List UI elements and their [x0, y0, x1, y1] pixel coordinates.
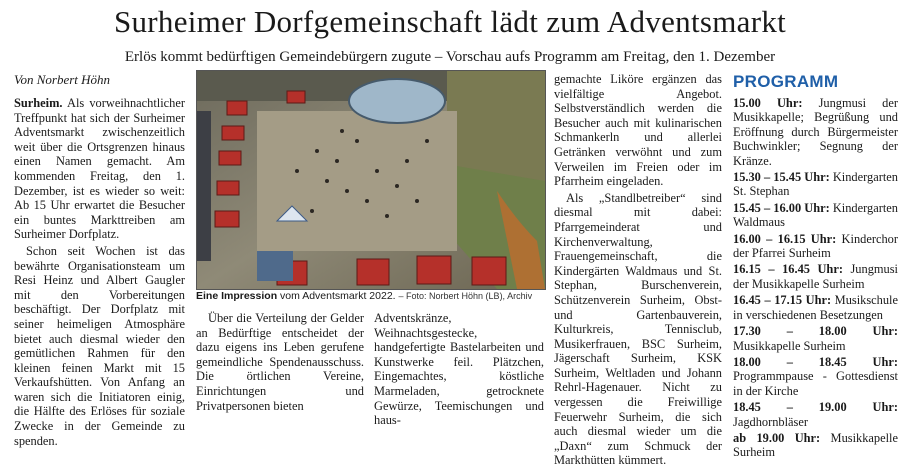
- program-entry: 18.45 – 19.00 Uhr: Jagdhornbläser: [733, 400, 898, 429]
- program-entry: 16.45 – 17.15 Uhr: Musikschule in verschiedenen Besetzungen: [733, 293, 898, 322]
- caption-text: vom Adventsmarkt 2022.: [280, 290, 396, 302]
- aerial-market-photo: [197, 71, 545, 289]
- article-column-4: [554, 72, 722, 468]
- paragraph-6: Als „Standlbetreiber“ sind diesmal mit dabei: Pfarrgemeinderat und Kirchenverwaltung, Frauengemeinschaft, die Kindergärten Waldmaus und St. Stephan, Burschenverein, Schützenverein Surheim, Obst- und Gartenbauverein, Kulturkreis, Tennisclub, Musikerfrauen, BSC Surheim, Jägerschaft Surheim, KSK Surheim, Weltladen und Johann Rehrl-Hagenauer. Nicht zu vergessen die Freiwillige Feuerwehr Surheim, die sich auch diesmal wieder um die „Daxn“ zum Schmuck der Markthütten kümmert.: [554, 190, 722, 468]
- paragraph-2: Schon seit Wochen ist das bewährte Organisationsteam um Resi Heinz und Albert Gaugler mit den Vorbereitungen beschäftigt. Der Dorfplatz mit seiner heimeligen Atmosphäre bietet auch diesmal wieder den gemütlichen Rahmen für den kleinen feinen Markt mit 15 Verkaufshütten. Von Anfang an waren sich die Initiatoren einig, die Hälfte des Erlöses für soziale Zwecke in der Gemeinde zu spenden.: [14, 243, 185, 448]
- program-entry: 16.00 – 16.15 Uhr: Kinderchor der Pfarrei Surheim: [733, 231, 898, 261]
- photo-adventsmarkt: [196, 70, 546, 290]
- photo-caption: [196, 290, 546, 303]
- caption-bold: Eine Impression: [196, 290, 278, 302]
- article-column-1: [14, 96, 185, 448]
- program-entry: 17.30 – 18.00 Uhr: Musikkapelle Surheim: [733, 324, 898, 353]
- headline: Surheimer Dorfgemeinschaft lädt zum Adventsmarkt: [113, 4, 787, 39]
- article-column-3: [374, 311, 544, 428]
- subheadline: Erlös kommt bedürftigen Gemeindebürgern zugute – Vorschau aufs Programm am Freitag, den 1. Dezember: [124, 49, 776, 65]
- paragraph-3: Über die Verteilung der Gelder an Bedürftige entscheidet der dazu eigens ins Leben gerufene gemeindliche Spendenausschuss. Die örtlichen Vereine, Einrichtungen und Privatpersonen bieten: [196, 311, 364, 413]
- program-entry: 15.30 – 15.45 Uhr: Kindergarten St. Stephan: [733, 170, 898, 199]
- program-heading: PROGRAMM: [733, 72, 839, 91]
- program-entry: 15.00 Uhr: Jungmusi der Musikkapelle; Begrüßung und Eröffnung durch Bürgermeister Buchwinkler; Segnung der Kränze.: [733, 96, 898, 168]
- paragraph-5: gemachte Liköre ergänzen das vielfältige Angebot. Selbstverständlich werden die Besucher auch mit kulinarischen Schmankerln und allerlei Getränken verwöhnt und zum Verweilen im Freien oder im Pfarrheim eingeladen.: [554, 72, 722, 189]
- photo-credit: – Foto: Norbert Höhn (LB), Archiv: [398, 291, 533, 301]
- program-entry: 18.00 – 18.45 Uhr: Programmpause - Gottesdienst in der Kirche: [733, 354, 898, 398]
- program-list: [733, 96, 898, 462]
- program-entry: ab 19.00 Uhr: Musikkapelle Surheim: [733, 430, 898, 460]
- program-entry: 15.45 – 16.00 Uhr: Kindergarten Waldmaus: [733, 200, 898, 230]
- program-entry: 16.15 – 16.45 Uhr: Jungmusi der Musikkapelle Surheim: [733, 262, 898, 291]
- dateline: Surheim.: [14, 96, 63, 110]
- article-column-2: [196, 311, 364, 413]
- paragraph-4: Adventskränze, Weihnachtsgestecke, handgefertigte Bastelarbeiten und Kunstwerke feil. Plätzchen, Eingemachtes, köstliche Marmeladen, getrocknete Gewürze, Teemischungen und haus-: [374, 311, 544, 428]
- byline: Von Norbert Höhn: [14, 72, 111, 87]
- paragraph-1: Als vorweihnachtlicher Treffpunkt hat sich der Surheimer Adventsmarkt zwischenzeitlich weit über die Ortsgrenzen hinaus einen Namen gemacht. Am kommenden Freitag, den 1. Dezember, ist es wieder so weit: Ab 15 Uhr erwartet die Besucher ein buntes Markttreiben am Surheimer Dorfplatz.: [14, 96, 185, 242]
